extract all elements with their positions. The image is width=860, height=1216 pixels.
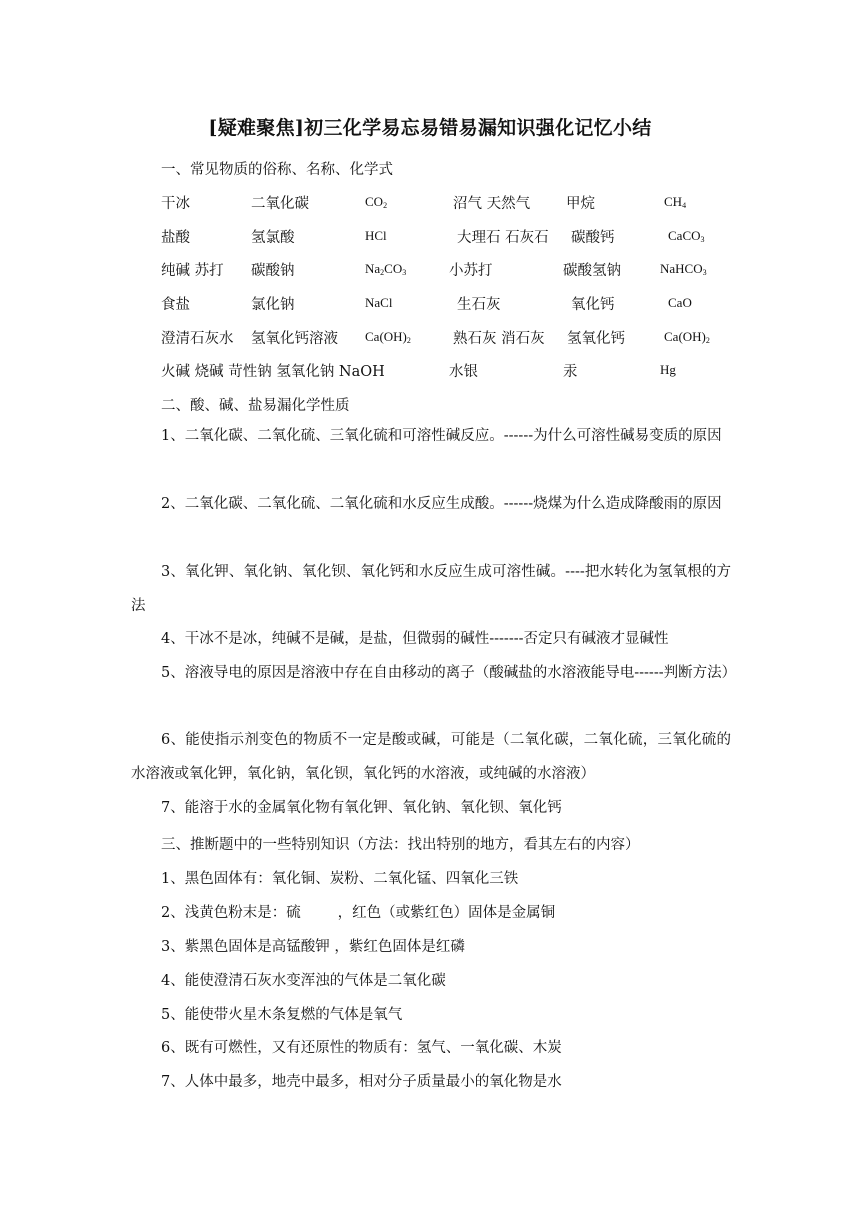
chemical-name: 氢氯酸 [251,230,295,246]
list-item: 7、能溶于水的金属氧化物有氧化钾、氧化钠、氧化钡、氧化钙 [161,800,562,816]
common-name: 生石灰 [457,297,501,313]
list-item: 1、黑色固体有：氧化铜、炭粉、二氧化锰、四氧化三铁 [161,871,519,887]
common-name: 熟石灰 消石灰 [453,331,545,347]
chemical-name: 碳酸钠 [251,263,295,279]
common-name: 纯碱 苏打 [161,263,224,279]
chemical-formula: $CH_4$ [664,194,687,210]
list-item: 2、二氧化碳、二氧化硫、二氧化硫和水反应生成酸。------烧煤为什么造成降酸雨的原因 [161,496,722,512]
chemical-formula: Hg [660,362,676,377]
common-name: 火碱 烧碱 苛性钠 氢氧化钠 NaOH [161,364,385,380]
chemical-formula: CaO [668,295,692,310]
common-name: 小苏打 [449,263,493,279]
list-item: 1、二氧化碳、二氧化硫、三氧化硫和可溶性碱反应。------为什么可溶性碱易变质的原因 [161,428,722,444]
chemical-formula: $Ca(OH)_2$ [664,329,710,345]
list-item: 4、干冰不是冰，纯碱不是碱，是盐，但微弱的碱性-------否定只有碱液才显碱性 [161,631,669,647]
chemical-formula: $Na_2CO_3$ [365,261,407,277]
chemical-name: 氢氧化钙 [567,331,625,347]
chemical-name: 汞 [563,364,578,380]
chemical-name: 氧化钙 [571,297,615,313]
chemical-formula: CaCO$_3$ [668,228,705,244]
common-name: 食盐 [161,297,190,313]
chemical-name: 氯化钠 [251,297,295,313]
common-name: 盐酸 [161,230,190,246]
chemical-name: 碳酸钙 [571,230,615,246]
chemical-name: 氢氧化钙溶液 [251,331,338,347]
list-item: 5、溶液导电的原因是溶液中存在自由移动的离子（酸碱盐的水溶液能导电------判断方法） [161,665,737,681]
common-name: 干冰 [161,196,190,212]
list-item: 4、能使澄清石灰水变浑浊的气体是二氧化碳 [161,973,446,989]
list-item: 3、紫黑色固体是高锰酸钾 ，紫红色固体是红磷 [161,939,465,955]
common-name: 大理石 石灰石 [457,230,549,246]
chemical-name: 甲烷 [566,196,595,212]
common-name: 水银 [449,364,478,380]
list-item: 5、能使带火星木条复燃的气体是氧气 [161,1007,403,1023]
list-item: 2、浅黄色粉末是：硫 ，红色（或紫红色）固体是金属铜 [161,905,556,921]
section-1-heading: 一、常见物质的俗称、名称、化学式 [161,162,393,178]
list-item: 6、能使指示剂变色的物质不一定是酸或碱，可能是（二氧化碳，二氧化硫，三氧化硫的水溶液或氧化钾，氧化钠，氧化钡，氧化钙的水溶液，或纯碱的水溶液） [131,732,731,782]
chemical-formula: $CO_2$ [365,194,388,210]
page-title: [疑难聚焦]初三化学易忘易错易漏知识强化记忆小结 [208,117,652,139]
chemical-name: 二氧化碳 [251,196,309,212]
list-item: 7、人体中最多，地壳中最多，相对分子质量最小的氧化物是水 [161,1074,562,1090]
chemical-name: 碳酸氢钠 [563,263,621,279]
list-item: 6、既有可燃性，又有还原性的物质有：氢气、一氧化碳、木炭 [161,1040,562,1056]
chemical-formula: NaHCO$_3$ [660,261,707,277]
chemical-formula: NaCl [365,295,393,310]
common-name: 沼气 天然气 [453,196,531,212]
section-2-heading: 二、酸、碱、盐易漏化学性质 [161,398,350,414]
chemical-formula: HCl [365,228,387,243]
section-3-heading: 三、推断题中的一些特别知识（方法：找出特别的地方，看其左右的内容） [161,837,640,853]
chemical-formula: $Ca(OH)_2$ [365,329,411,345]
list-item: 3、氧化钾、氧化钠、氧化钡、氧化钙和水反应生成可溶性碱。----把水转化为氢氧根的方法 [131,564,731,614]
common-name: 澄清石灰水 [161,331,234,347]
